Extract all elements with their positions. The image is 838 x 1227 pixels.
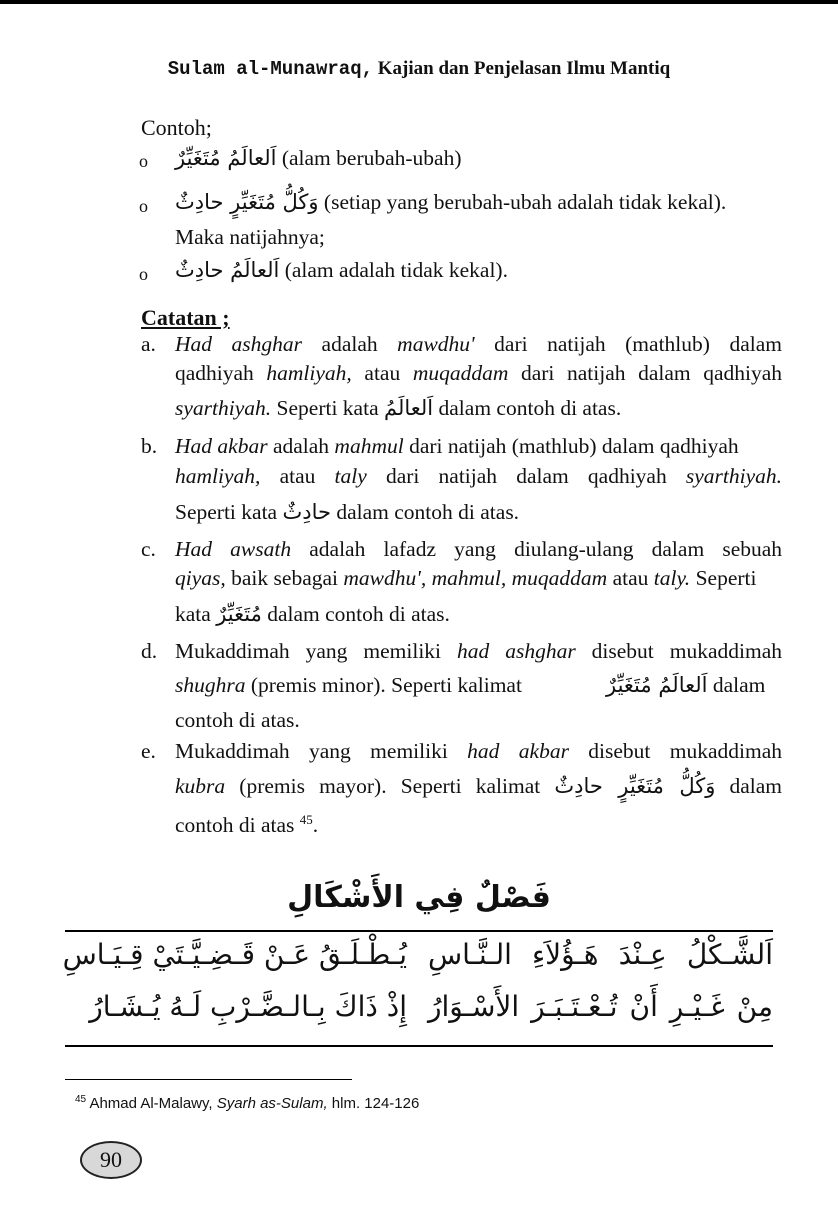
note-b-line-2: hamliyah, atau taly dari natijah dalam qadhiyah syarthiyah. [175, 464, 783, 488]
note-b-letter: b. [141, 434, 158, 458]
note-d-line-1: Mukaddimah yang memiliki had ashghar disebut mukaddimah [175, 639, 783, 663]
poem-verse-1-right: اَلشَّـكْلُ عِـنْدَ هَـؤُلاَءِ الـنَّـاسِ [428, 938, 773, 971]
note-d-line-3: contoh di atas. [175, 708, 300, 732]
example-label: Contoh; [141, 115, 212, 140]
notes-title: Catatan ; [141, 305, 230, 330]
note-b-line-3: Seperti kata حادِثٌ dalam contoh di atas. [175, 500, 520, 524]
bullet-marker: o [139, 264, 148, 284]
note-e-letter: e. [141, 739, 156, 763]
note-c-arabic: مُتَغَيِّرٌ [216, 602, 262, 626]
example-item-1-text: (alam berubah-ubah) [276, 146, 462, 170]
bullet-marker: o [139, 151, 148, 171]
conclusion-label: Maka natijahnya; [175, 225, 325, 249]
running-header [0, 58, 838, 80]
note-a-line-1: Had ashghar adalah mawdhu' dari natijah (mathlub) dalam [175, 332, 782, 356]
header-title-rest: Kajian dan Penjelasan Ilmu Mantiq [373, 58, 671, 79]
note-d-line-2-right: اَلعالَمُ مُتَغَيِّرٌ dalam [606, 673, 766, 697]
note-b-arabic: حادِثٌ [282, 500, 331, 524]
poem-heading: فَصْلٌ فِي الأَشْكَالِ [287, 880, 551, 915]
example-item-2-arabic: وَكُلُّ مُتَغَيِّرٍ حادِثٌ [175, 190, 319, 214]
example-item-3 [175, 258, 508, 283]
note-a-line-3: syarthiyah. Seperti kata اَلعالَمُ dalam contoh di atas. [175, 396, 622, 420]
note-d-letter: d. [141, 639, 158, 663]
poem-verse-2-left: إِذْ ذَاكَ بِـالـضَّـرْبِ لَـهُ يُـشَـارُ [89, 990, 407, 1023]
footnote-number: 45 [75, 1094, 87, 1105]
note-c-line-1: Had awsath adalah lafadz yang diulang-ulang dalam sebuah [175, 537, 783, 561]
note-e-line-2: kubra (premis mayor). Seperti kalimat وَكُلُّ مُتَغَيِّرٍ حادِثٌ dalam [175, 774, 783, 798]
example-item-1-arabic: اَلعالَمُ مُتَغَيِّرٌ [175, 146, 277, 170]
note-e-line-1: Mukaddimah yang memiliki had akbar disebut mukaddimah [175, 739, 783, 763]
poem-verse-2-right: مِنْ غَـيْـرِ أَنْ تُـعْـتَـبَـرَ الأَسْـوَارُ [428, 990, 773, 1023]
header-title-mono: Sulam al-Munawraq, [167, 58, 374, 80]
note-c-letter: c. [141, 537, 156, 561]
note-a-arabic: اَلعالَمُ [384, 396, 434, 420]
example-item-2 [175, 190, 726, 215]
poem-verse-1-left: يُـطْـلَـقُ عَـنْ قَـضِـيَّـتَيْ قِـيَـاسِ [62, 938, 407, 971]
top-border-rule [0, 0, 838, 4]
note-a-letter: a. [141, 332, 156, 356]
example-item-2-text: (setiap yang berubah-ubah adalah tidak kekal). [318, 190, 727, 214]
note-b-line-1: Had akbar adalah mahmul dari natijah (mathlub) dalam qadhiyah [175, 434, 739, 458]
footnote: $^{45}$ Ahmad Al-Malawy, Syarh as-Sulam, hlm. 124-126 [75, 1094, 420, 1112]
note-d-arabic: اَلعالَمُ مُتَغَيِّرٌ [606, 673, 708, 697]
note-c-line-2: qiyas, baik sebagai mawdhu', mahmul, muqaddam atau taly. Seperti [175, 566, 757, 590]
page-number: 90 [80, 1141, 142, 1179]
example-item-3-text: (alam adalah tidak kekal). [279, 258, 508, 282]
footnote-ref: 45 [299, 812, 313, 827]
example-item-3-arabic: اَلعالَمُ حادِثٌ [175, 258, 280, 282]
note-a-line-2: qadhiyah hamliyah, atau muqaddam dari natijah dalam qadhiyah [175, 361, 783, 385]
footnote-rule [65, 1079, 352, 1080]
bullet-marker: o [139, 196, 148, 216]
note-e-line-3: contoh di atas $^{45}$. [175, 812, 319, 838]
note-c-line-3: kata مُتَغَيِّرٌ dalam contoh di atas. [175, 602, 450, 626]
note-d-line-2-left: shughra (premis minor). Seperti kalimat [175, 673, 522, 697]
poem-bottom-rule [65, 1045, 773, 1047]
poem-top-rule [65, 930, 773, 932]
example-item-1 [175, 146, 462, 171]
note-e-arabic: وَكُلُّ مُتَغَيِّرٍ حادِثٌ [554, 774, 716, 798]
